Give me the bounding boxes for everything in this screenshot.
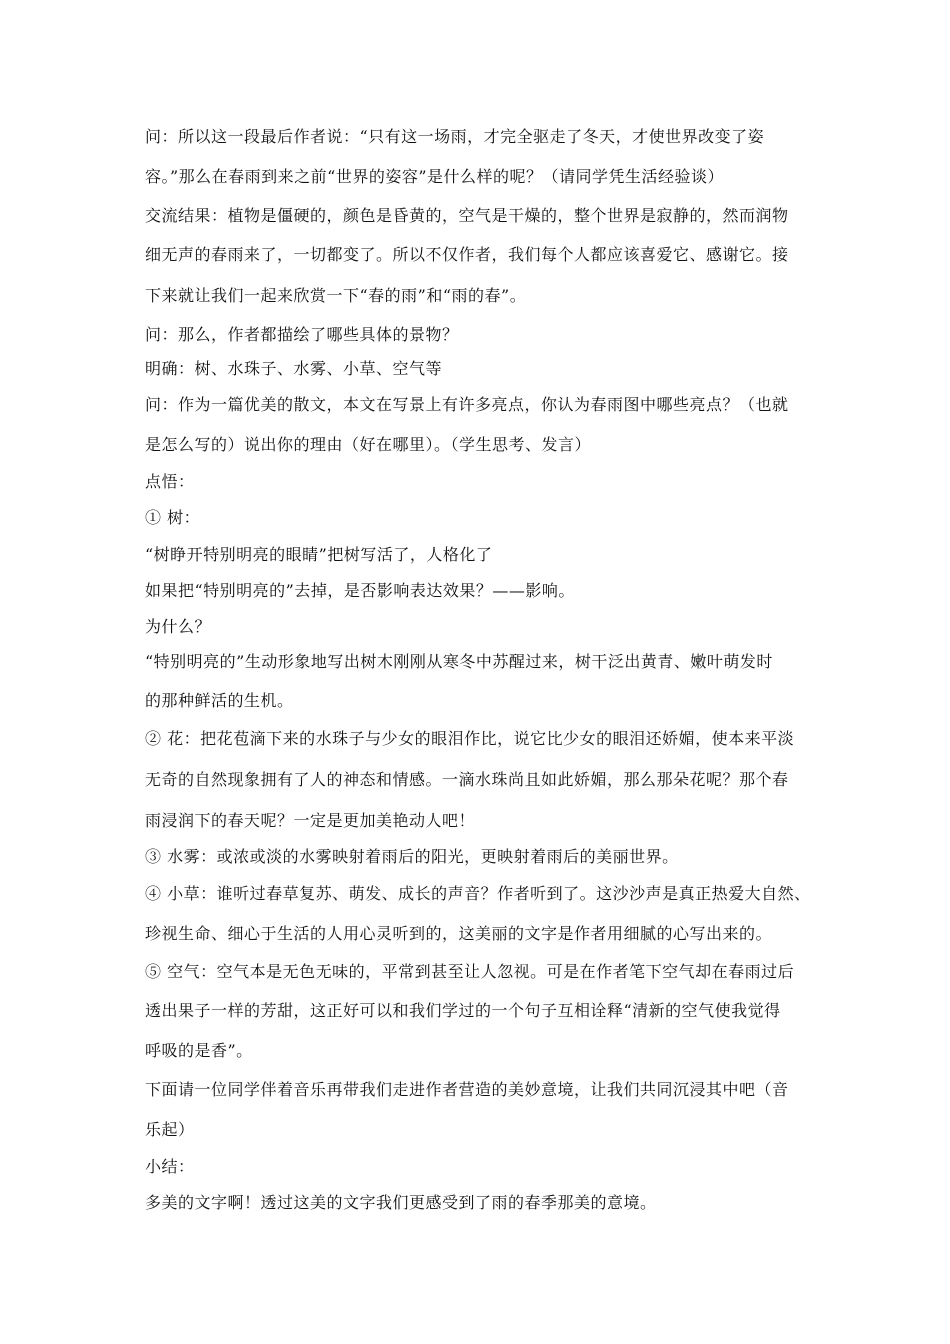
text-line: 细无声的春雨来了，一切都变了。所以不仅作者，我们每个人都应该喜爱它、感谢它。接	[145, 245, 789, 264]
text-line: ⑤ 空气：空气本是无色无味的，平常到甚至让人忽视。可是在作者笔下空气却在春雨过后	[145, 962, 795, 981]
text-line: 透出果子一样的芳甜，这正好可以和我们学过的一个句子互相诠释“清新的空气使我觉得	[145, 1001, 781, 1020]
text-line: 问：作为一篇优美的散文，本文在写景上有许多亮点，你认为春雨图中哪些亮点？（也就	[145, 395, 789, 414]
text-line: ② 花：把花苞滴下来的水珠子与少女的眼泪作比，说它比少女的眼泪还娇媚，使本来平淡	[145, 729, 795, 748]
text-line: 容。”那么在春雨到来之前“世界的姿容”是什么样的呢？（请同学凭生活经验谈）	[145, 167, 725, 186]
text-line: 问：那么，作者都描绘了哪些具体的景物？	[145, 325, 459, 344]
text-line: 交流结果：植物是僵硬的，颜色是昏黄的，空气是干燥的，整个世界是寂静的，然而润物	[145, 206, 789, 225]
text-line: 明确：树、水珠子、水雾、小草、空气等	[145, 359, 443, 378]
text-line: 珍视生命、细心于生活的人用心灵听到的，这美丽的文字是作者用细腻的心写出来的。	[145, 924, 773, 943]
text-line: 如果把“特别明亮的”去掉，是否影响表达效果？——影响。	[145, 581, 575, 600]
text-line: “特别明亮的”生动形象地写出树木刚刚从寒冬中苏醒过来，树干泛出黄青、嫩叶萌发时	[145, 652, 773, 671]
text-line: 小结：	[145, 1157, 195, 1176]
text-line: 下面请一位同学伴着音乐再带我们走进作者营造的美妙意境，让我们共同沉浸其中吧（音	[145, 1080, 789, 1099]
text-line: 的那种鲜活的生机。	[145, 691, 294, 710]
text-line: ④ 小草：谁听过春草复苏、萌发、成长的声音？作者听到了。这沙沙声是真正热爱大自然、	[145, 884, 811, 903]
text-line: 下来就让我们一起来欣赏一下“春的雨”和“雨的春”。	[145, 286, 527, 305]
text-line: “树睁开特别明亮的眼睛”把树写活了，人格化了	[145, 545, 493, 564]
text-line: 问：所以这一段最后作者说：“只有这一场雨，才完全驱走了冬天，才使世界改变了姿	[145, 127, 765, 146]
text-line: 呼吸的是香”。	[145, 1041, 253, 1060]
text-line: 为什么？	[145, 617, 212, 636]
text-line: 多美的文字啊！透过这美的文字我们更感受到了雨的春季那美的意境。	[145, 1193, 657, 1212]
text-line: ③ 水雾：或浓或淡的水雾映射着雨后的阳光，更映射着雨后的美丽世界。	[145, 847, 679, 866]
text-line: 无奇的自然现象拥有了人的神态和情感。一滴水珠尚且如此娇媚，那么那朵花呢？那个春	[145, 770, 789, 789]
text-line: ① 树：	[145, 508, 201, 527]
text-line: 点悟：	[145, 472, 195, 491]
text-line: 雨浸润下的春天呢？一定是更加美艳动人吧！	[145, 811, 476, 830]
text-line: 乐起）	[145, 1120, 195, 1139]
text-line: 是怎么写的）说出你的理由（好在哪里）。（学生思考、发言）	[145, 435, 592, 454]
